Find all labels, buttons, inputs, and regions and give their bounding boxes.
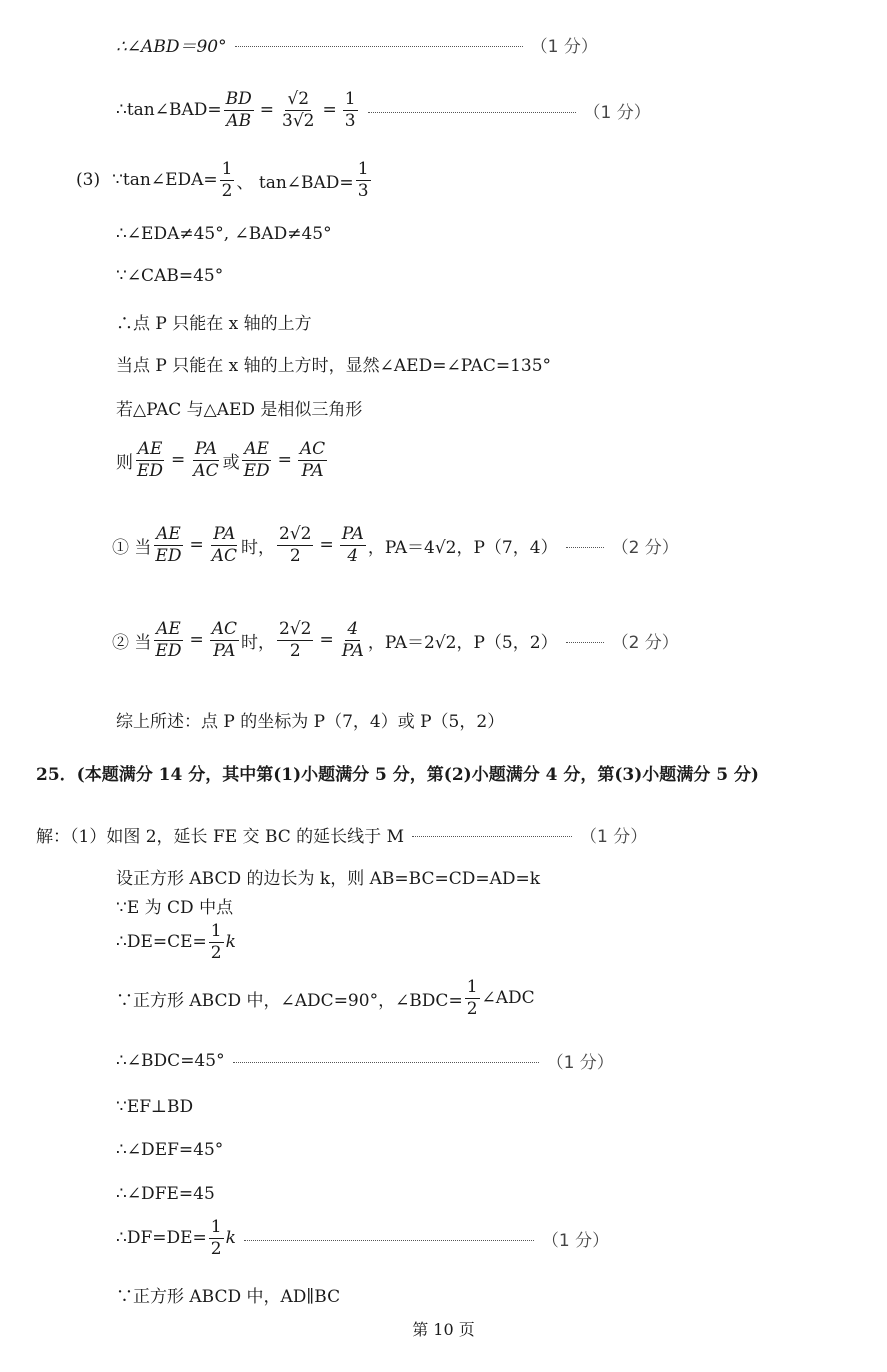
text-l1: ∴∠ABD＝90°	[116, 37, 227, 57]
frac-2sqrt2-2	[277, 525, 313, 565]
line-s9	[116, 1184, 215, 1204]
var-k: k	[225, 1228, 236, 1249]
part3-marker: (3)	[76, 170, 101, 191]
frac-num: 2√2	[279, 619, 312, 639]
frac-den: PA	[341, 640, 364, 661]
text-when: 时，	[241, 537, 275, 558]
frac-num: 1	[210, 921, 222, 941]
text-s2: 设正方形 ABCD 的边长为 k，则 AB=BC=CD=AD=k	[116, 869, 541, 889]
frac-sqrt2-3sqrt2	[280, 90, 316, 130]
text-s1: 解：（1）如图 2，延长 FE 交 BC 的延长线于 M	[36, 827, 404, 847]
frac-1-2	[209, 1218, 224, 1258]
frac-ac-pa	[210, 620, 239, 660]
dot-leader	[566, 547, 604, 548]
frac-num: 1	[344, 89, 356, 109]
frac-ae-ed	[153, 525, 183, 565]
frac-num: AC	[211, 619, 237, 639]
line-similar	[116, 395, 362, 420]
frac-num: 1	[466, 977, 478, 997]
text-l6: ∴点 P 只能在 x 轴的上方	[116, 314, 312, 334]
text-s5b: ∠ADC	[481, 988, 535, 1009]
score-1: （1 分）	[530, 37, 598, 57]
line-s10	[116, 1218, 609, 1258]
frac-ae-ed	[135, 440, 165, 480]
line-cab-45	[116, 266, 223, 286]
line-solution-1	[36, 822, 647, 847]
line-s6	[116, 1048, 614, 1073]
frac-den: 2	[289, 640, 301, 661]
frac-num: AE	[156, 619, 181, 639]
frac-num: 1	[357, 159, 369, 179]
text-l9: 则	[116, 452, 133, 473]
frac-den: AB	[226, 110, 252, 131]
dot-leader	[244, 1240, 534, 1241]
frac-den: ED	[155, 640, 182, 661]
frac-den: 3	[357, 180, 369, 201]
text-s4: ∴DE=CE=	[116, 932, 207, 953]
frac-num: AE	[137, 439, 163, 459]
text-l3b: 、 tan∠BAD=	[236, 172, 354, 193]
frac-ae-ed-2	[242, 440, 272, 480]
frac-1-2	[465, 978, 480, 1018]
text-l2: ∴tan∠BAD=	[116, 100, 222, 121]
line-s5	[116, 978, 535, 1018]
line-tan-bad: ∴tan∠BAD= $\frac{BD}{AB}$ = $\frac{√2}{3√2}$ = $\frac{1}{3}$ （1 分）	[116, 89, 651, 131]
line-s7	[116, 1097, 193, 1117]
text-s8: ∴∠DEF=45°	[116, 1140, 224, 1160]
dot-leader	[412, 836, 572, 837]
score-case2: （2 分）	[611, 632, 679, 653]
question-25-heading	[36, 760, 759, 785]
frac-pa-4	[340, 525, 366, 565]
frac-ae-ed	[153, 620, 183, 660]
frac-1-3b	[356, 160, 371, 200]
frac-1-2	[220, 160, 235, 200]
line-p-above-angle	[116, 351, 551, 376]
score-s6: （1 分）	[546, 1053, 614, 1073]
text-s9: ∴∠DFE=45	[116, 1184, 215, 1204]
frac-den: AC	[211, 545, 237, 566]
text-l5: ∵∠CAB=45°	[116, 266, 224, 286]
text-s7: ∵EF⊥BD	[116, 1097, 194, 1117]
line-s8	[116, 1140, 223, 1160]
frac-ac-pa	[298, 440, 327, 480]
frac-2sqrt2-2	[277, 620, 313, 660]
dot-leader	[368, 112, 576, 113]
frac-num: PA	[341, 524, 364, 544]
score-s10: （1 分）	[541, 1230, 610, 1251]
frac-den: PA	[213, 640, 236, 661]
frac-num: PA	[213, 524, 236, 544]
text-l8: 若△PAC 与△AED 是相似三角形	[116, 400, 363, 420]
case1-marker: ① 当	[112, 537, 152, 558]
frac-num: PA	[194, 439, 218, 459]
line-s4	[116, 922, 236, 962]
line-p-above	[116, 309, 312, 334]
text-when: 时，	[241, 632, 275, 653]
frac-den: 2	[289, 545, 301, 566]
frac-num: 1	[210, 1217, 222, 1237]
line-abd-90	[116, 32, 598, 57]
frac-num: 4	[347, 619, 359, 639]
frac-den: 2	[210, 942, 222, 963]
frac-den: 3√2	[282, 110, 315, 131]
score-2: （1 分）	[583, 102, 651, 123]
line-case2: ② 当 $\frac{AE}{ED}$ = $\frac{AC}{PA}$ 时， $\frac{2√2}{2}$ = $\frac{4}{PA}$ ，PA＝2√2，P（5，2） （2 分）	[112, 619, 679, 661]
line-s3	[116, 893, 233, 918]
text-l3a: ∵tan∠EDA=	[112, 170, 218, 191]
frac-pa-ac	[210, 525, 239, 565]
case2-result: ，PA＝2√2，P（5，2）	[367, 632, 558, 653]
frac-den: 2	[466, 998, 478, 1019]
frac-num: √2	[287, 89, 310, 109]
line-summary	[116, 707, 504, 732]
text-s11: ∵正方形 ABCD 中，AD∥BC	[116, 1287, 341, 1307]
text-s5a: ∵正方形 ABCD 中，∠ADC=90°，∠BDC=	[116, 990, 463, 1011]
frac-num: AE	[156, 524, 181, 544]
frac-1-2	[209, 922, 224, 962]
dot-leader	[566, 642, 604, 643]
score-s1: （1 分）	[579, 827, 648, 847]
frac-den: ED	[137, 460, 164, 481]
line-s11	[116, 1282, 340, 1307]
frac-num: AC	[299, 439, 326, 459]
text-s6: ∴∠BDC=45°	[116, 1050, 225, 1071]
text-s10: ∴DF=DE=	[116, 1228, 207, 1249]
frac-num: AE	[244, 439, 269, 459]
frac-den: 4	[347, 545, 359, 566]
line-not-45	[116, 224, 332, 244]
var-k: k	[225, 932, 236, 953]
text-or: 或	[222, 452, 240, 473]
text-q25: 25．(本题满分 14 分，其中第(1)小题满分 5 分，第(2)小题满分 4 分，第(3)小题满分 5 分)	[36, 765, 759, 785]
line-case1: ① 当 $\frac{AE}{ED}$ = $\frac{PA}{AC}$ 时， $\frac{2√2}{2}$ = $\frac{PA}{4}$ ，PA＝4√2，P（7，4） （2 分）	[112, 524, 679, 566]
line-s2	[116, 864, 540, 889]
frac-den: ED	[243, 460, 270, 481]
frac-num: BD	[225, 89, 252, 109]
frac-den: ED	[155, 545, 182, 566]
case2-marker: ② 当	[112, 632, 152, 653]
text-l12: 综上所述：点 P 的坐标为 P（7，4）或 P（5，2）	[116, 712, 505, 732]
frac-den: PA	[301, 460, 324, 481]
frac-num: 2√2	[279, 524, 312, 544]
line-part3	[76, 160, 373, 200]
score-case1: （2 分）	[611, 537, 679, 558]
text-s3: ∵E 为 CD 中点	[116, 898, 234, 918]
frac-num: 1	[221, 159, 233, 179]
frac-1-3	[343, 90, 358, 130]
dot-leader	[235, 46, 523, 47]
frac-pa-ac	[191, 440, 220, 480]
page-number: 第 10 页	[412, 1320, 475, 1339]
frac-bd-ab	[224, 90, 254, 130]
frac-den: 2	[221, 180, 233, 201]
line-ratio-cases: 则 $\frac{AE}{ED}$ = $\frac{PA}{AC}$ 或 $\frac{AE}{ED}$ = $\frac{AC}{PA}$	[116, 439, 326, 481]
frac-4-pa	[340, 620, 366, 660]
text-l7: 当点 P 只能在 x 轴的上方时，显然∠AED=∠PAC=135°	[116, 356, 552, 376]
text-l4: ∴∠EDA≠45°, ∠BAD≠45°	[116, 224, 332, 244]
frac-den: 2	[210, 1238, 222, 1259]
frac-den: AC	[193, 460, 219, 481]
case1-result: ，PA＝4√2，P（7，4）	[367, 537, 558, 558]
dot-leader	[233, 1062, 539, 1063]
frac-den: 3	[344, 110, 356, 131]
